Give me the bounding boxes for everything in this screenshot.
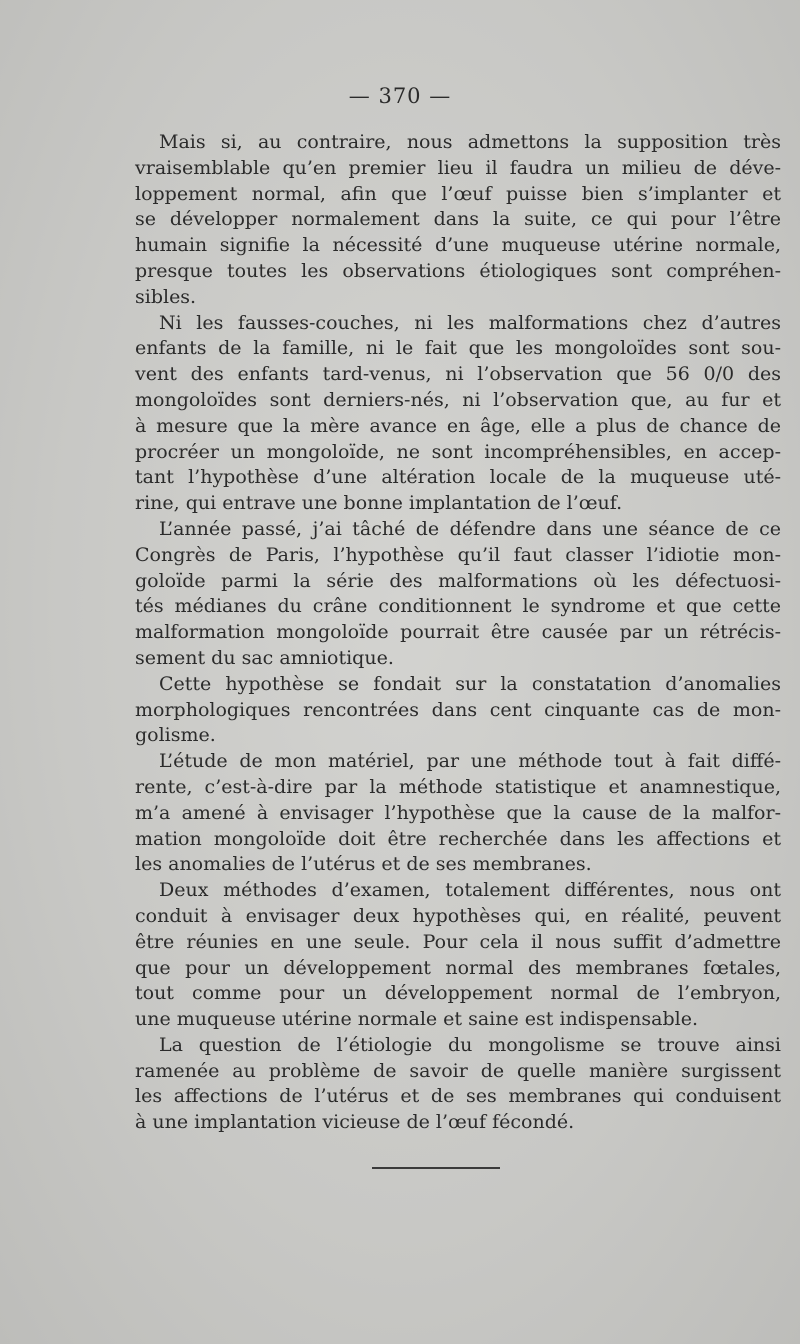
text-line: procréer un mongoloïde, ne sont incompréhensibles, en accep- — [135, 440, 781, 463]
text-line: L’année passé, j’ai tâché de défendre dans une séance de ce — [159, 517, 781, 540]
text-line: Ni les fausses-couches, ni les malformations chez d’autres — [159, 311, 781, 334]
text-line: sement du sac amniotique. — [135, 646, 394, 669]
text-line: rente, c’est-à-dire par la méthode statistique et anamnestique, — [135, 775, 781, 798]
paragraph — [135, 130, 781, 311]
text-line: sibles. — [135, 285, 197, 308]
text-line: Congrès de Paris, l’hypothèse qu’il faut classer l’idiotie mon- — [135, 543, 781, 566]
text-line: malformation mongoloïde pourrait être causée par un rétrécis- — [135, 621, 781, 644]
paragraph — [135, 311, 781, 517]
text-line: loppement normal, afin que l’œuf puisse bien s’implanter et — [135, 182, 781, 205]
text-line: se développer normalement dans la suite, ce qui pour l’être — [135, 208, 781, 231]
text-line: à mesure que la mère avance en âge, elle a plus de chance de — [135, 414, 781, 437]
text-line: que pour un développement normal des membranes fœtales, — [135, 956, 781, 979]
text-line: rine, qui entrave une bonne implantation de l’œuf. — [135, 492, 623, 515]
text-line: être réunies en une seule. Pour cela il nous suffit d’admettre — [135, 930, 781, 953]
text-line: tant l’hypothèse d’une altération locale de la muqueuse uté- — [135, 466, 781, 489]
paragraph — [135, 672, 781, 749]
paragraph — [135, 1033, 781, 1136]
text-line: les anomalies de l’utérus et de ses membranes. — [135, 853, 592, 876]
text-line: ramenée au problème de savoir de quelle manière surgissent — [135, 1059, 781, 1082]
text-line: vent des enfants tard-venus, ni l’observation que 56 0/0 des — [135, 363, 781, 386]
text-line: Deux méthodes d’examen, totalement différentes, nous ont — [159, 879, 781, 902]
text-line: humain signifie la nécessité d’une muqueuse utérine normale, — [135, 234, 781, 257]
text-line: tout comme pour un développement normal de l’embryon, — [135, 982, 781, 1005]
text-line: m’a amené à envisager l’hypothèse que la cause de la malfor- — [135, 801, 781, 824]
text-line: enfants de la famille, ni le fait que les mongoloïdes sont sou- — [135, 337, 781, 360]
text-line: goloïde parmi la série des malformations où les défectuosi- — [135, 569, 781, 592]
text-line: morphologiques rencontrées dans cent cinquante cas de mon- — [135, 698, 781, 721]
text-line: les affections de l’utérus et de ses membranes qui conduisent — [135, 1085, 781, 1108]
page-number: — 370 — — [348, 84, 452, 108]
text-line: mation mongoloïde doit être recherchée dans les affections et — [135, 827, 781, 850]
text-line: La question de l’étiologie du mongolisme se trouve ainsi — [159, 1033, 781, 1056]
body-text — [135, 130, 781, 1136]
text-line: Cette hypothèse se fondait sur la constatation d’anomalies — [159, 672, 781, 695]
closing-rule — [372, 1167, 500, 1169]
paragraph — [135, 878, 781, 1033]
text-line: mongoloïdes sont derniers-nés, ni l’observation que, au fur et — [135, 388, 781, 411]
text-line: tés médianes du crâne conditionnent le syndrome et que cette — [135, 595, 781, 618]
text-line: presque toutes les observations étiologiques sont compréhen- — [135, 259, 781, 282]
text-line: L’étude de mon matériel, par une méthode tout à fait diffé- — [159, 750, 781, 773]
text-line: une muqueuse utérine normale et saine est indispensable. — [135, 1008, 698, 1031]
paragraph — [135, 517, 781, 672]
text-line: Mais si, au contraire, nous admettons la supposition très — [159, 131, 781, 153]
paragraph — [135, 749, 781, 878]
text-line: conduit à envisager deux hypothèses qui, en réalité, peuvent — [135, 904, 781, 927]
text-line: vraisemblable qu’en premier lieu il faudra un milieu de déve- — [135, 156, 781, 179]
text-line: golisme. — [135, 724, 216, 747]
text-line: à une implantation vicieuse de l’œuf fécondé. — [135, 1111, 575, 1134]
